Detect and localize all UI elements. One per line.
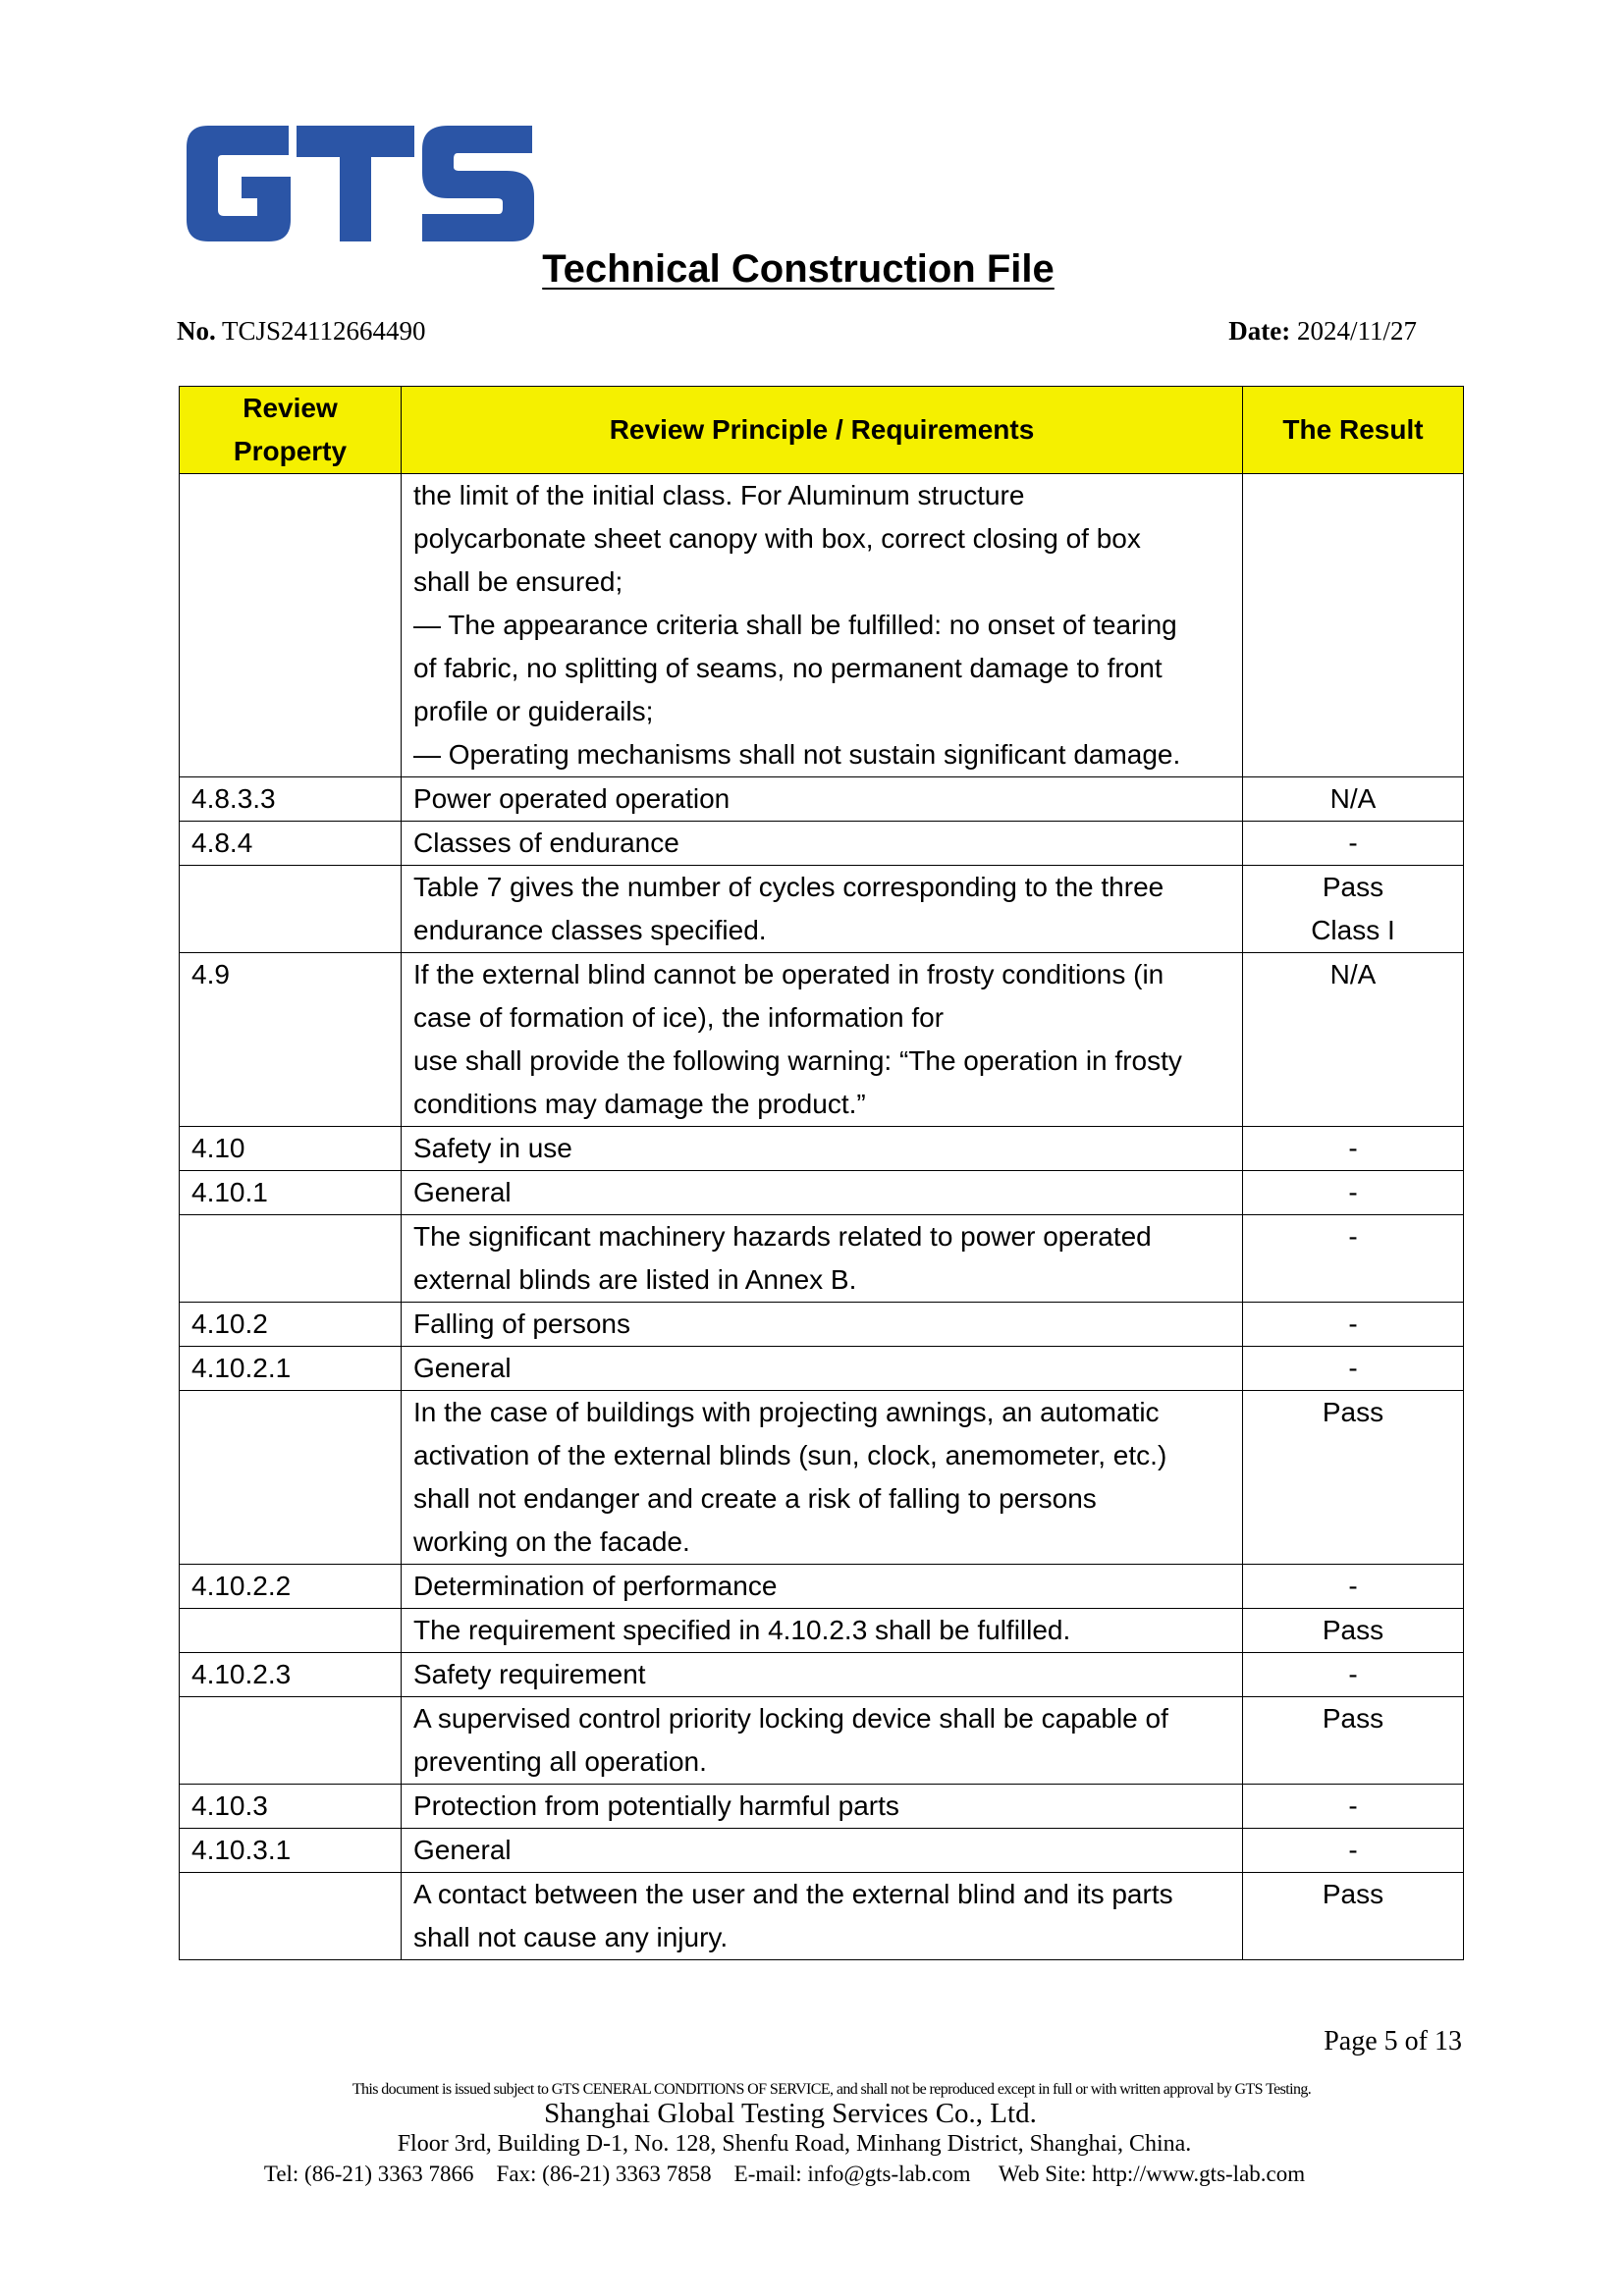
- cell-property: [180, 1873, 402, 1960]
- document-date-value: 2024/11/27: [1296, 316, 1417, 346]
- header-result: The Result: [1243, 387, 1464, 474]
- cell-requirement: The requirement specified in 4.10.2.3 shall be fulfilled.: [402, 1609, 1243, 1653]
- document-number: [177, 316, 426, 347]
- cell-result: [1243, 474, 1464, 777]
- footer-contact: Tel: (86-21) 3363 7866 Fax: (86-21) 3363 7858 E-mail: info@gts-lab.com Web Site: http://www.gts-lab.com: [263, 2162, 1306, 2186]
- table-row: [180, 1347, 1464, 1391]
- cell-requirement: In the case of buildings with projecting awnings, an automatic activation of the external blinds (sun, clock, anemometer, etc.) shall not endanger and create a risk of falling to persons working on the facade.: [402, 1391, 1243, 1565]
- page-number: Page 5 of 13: [1324, 2026, 1462, 2056]
- cell-result: -: [1243, 1171, 1464, 1215]
- cell-result: N/A: [1243, 777, 1464, 822]
- cell-requirement: Protection from potentially harmful parts: [402, 1785, 1243, 1829]
- cell-property: [180, 1391, 402, 1565]
- table-row: [180, 1215, 1464, 1303]
- table-row: [180, 1697, 1464, 1785]
- cell-requirement: General: [402, 1347, 1243, 1391]
- header-review-property: Review Property: [180, 387, 402, 474]
- cell-result: -: [1243, 822, 1464, 866]
- footer-notice: This document is issued subject to GTS CENERAL CONDITIONS OF SERVICE, and shall not be reproduced except in full or with written approval by GTS Testing.: [352, 2081, 1312, 2098]
- table-header-row: [180, 387, 1464, 474]
- table-row: [180, 1609, 1464, 1653]
- cell-result: Pass: [1243, 1873, 1464, 1960]
- table-row: [180, 777, 1464, 822]
- document-number-label: No.: [177, 316, 216, 346]
- cell-requirement: Safety requirement: [402, 1653, 1243, 1697]
- cell-result: N/A: [1243, 953, 1464, 1127]
- cell-requirement: Power operated operation: [402, 777, 1243, 822]
- cell-result: -: [1243, 1653, 1464, 1697]
- table-row: [180, 1565, 1464, 1609]
- table-row: [180, 474, 1464, 777]
- cell-property: [180, 1697, 402, 1785]
- cell-result: Pass: [1243, 1697, 1464, 1785]
- cell-property: 4.10.1: [180, 1171, 402, 1215]
- cell-property: 4.8.3.3: [180, 777, 402, 822]
- cell-result: -: [1243, 1347, 1464, 1391]
- footer-address: Floor 3rd, Building D-1, No. 128, Shenfu Road, Minhang District, Shanghai, China.: [397, 2131, 1192, 2157]
- cell-requirement: the limit of the initial class. For Aluminum structure polycarbonate sheet canopy with box, correct closing of box shall be ensured; — The appearance criteria shall be fulfilled: no onset of tearing of fabric, no splitting of seams, no permanent damage to front profile or guiderails; — Operating mechanisms shall not sustain significant damage.: [402, 474, 1243, 777]
- table-row: [180, 1873, 1464, 1960]
- cell-requirement: If the external blind cannot be operated in frosty conditions (in case of formation of ice), the information for use shall provide the following warning: “The operation in frosty conditions may damage the product.”: [402, 953, 1243, 1127]
- cell-property: 4.8.4: [180, 822, 402, 866]
- cell-result: -: [1243, 1565, 1464, 1609]
- document-date: [1228, 316, 1417, 347]
- cell-requirement: A contact between the user and the external blind and its parts shall not cause any injury.: [402, 1873, 1243, 1960]
- cell-result: Pass Class I: [1243, 866, 1464, 953]
- cell-property: 4.10: [180, 1127, 402, 1171]
- cell-requirement: The significant machinery hazards related to power operated external blinds are listed in Annex B.: [402, 1215, 1243, 1303]
- table-row: [180, 1653, 1464, 1697]
- cell-requirement: General: [402, 1171, 1243, 1215]
- cell-property: [180, 474, 402, 777]
- header-review-principle: Review Principle / Requirements: [402, 387, 1243, 474]
- table-row: [180, 1127, 1464, 1171]
- cell-requirement: Safety in use: [402, 1127, 1243, 1171]
- review-table: [179, 386, 1464, 1960]
- cell-result: -: [1243, 1215, 1464, 1303]
- cell-property: 4.10.2.3: [180, 1653, 402, 1697]
- review-table-body: [180, 474, 1464, 1960]
- cell-property: 4.10.2: [180, 1303, 402, 1347]
- cell-requirement: General: [402, 1829, 1243, 1873]
- cell-requirement: Falling of persons: [402, 1303, 1243, 1347]
- table-row: [180, 953, 1464, 1127]
- cell-requirement: Determination of performance: [402, 1565, 1243, 1609]
- cell-property: [180, 1215, 402, 1303]
- cell-requirement: Table 7 gives the number of cycles corresponding to the three endurance classes specified.: [402, 866, 1243, 953]
- document-title: Technical Construction File: [542, 247, 1055, 291]
- table-row: [180, 822, 1464, 866]
- cell-property: 4.10.3.1: [180, 1829, 402, 1873]
- table-row: [180, 1171, 1464, 1215]
- table-row: [180, 1391, 1464, 1565]
- cell-property: 4.10.2.2: [180, 1565, 402, 1609]
- footer-company: Shanghai Global Testing Services Co., Ltd.: [544, 2098, 1037, 2129]
- cell-requirement: Classes of endurance: [402, 822, 1243, 866]
- cell-property: 4.10.2.1: [180, 1347, 402, 1391]
- cell-property: [180, 1609, 402, 1653]
- cell-result: -: [1243, 1127, 1464, 1171]
- table-row: [180, 1303, 1464, 1347]
- table-row: [180, 866, 1464, 953]
- gts-logo: [183, 120, 538, 247]
- cell-result: -: [1243, 1785, 1464, 1829]
- table-row: [180, 1829, 1464, 1873]
- cell-result: -: [1243, 1829, 1464, 1873]
- cell-property: 4.9: [180, 953, 402, 1127]
- cell-property: 4.10.3: [180, 1785, 402, 1829]
- document-number-value: TCJS24112664490: [222, 316, 426, 346]
- table-row: [180, 1785, 1464, 1829]
- cell-result: -: [1243, 1303, 1464, 1347]
- cell-property: [180, 866, 402, 953]
- cell-result: Pass: [1243, 1391, 1464, 1565]
- cell-result: Pass: [1243, 1609, 1464, 1653]
- document-date-label: Date:: [1228, 316, 1291, 346]
- cell-requirement: A supervised control priority locking device shall be capable of preventing all operation.: [402, 1697, 1243, 1785]
